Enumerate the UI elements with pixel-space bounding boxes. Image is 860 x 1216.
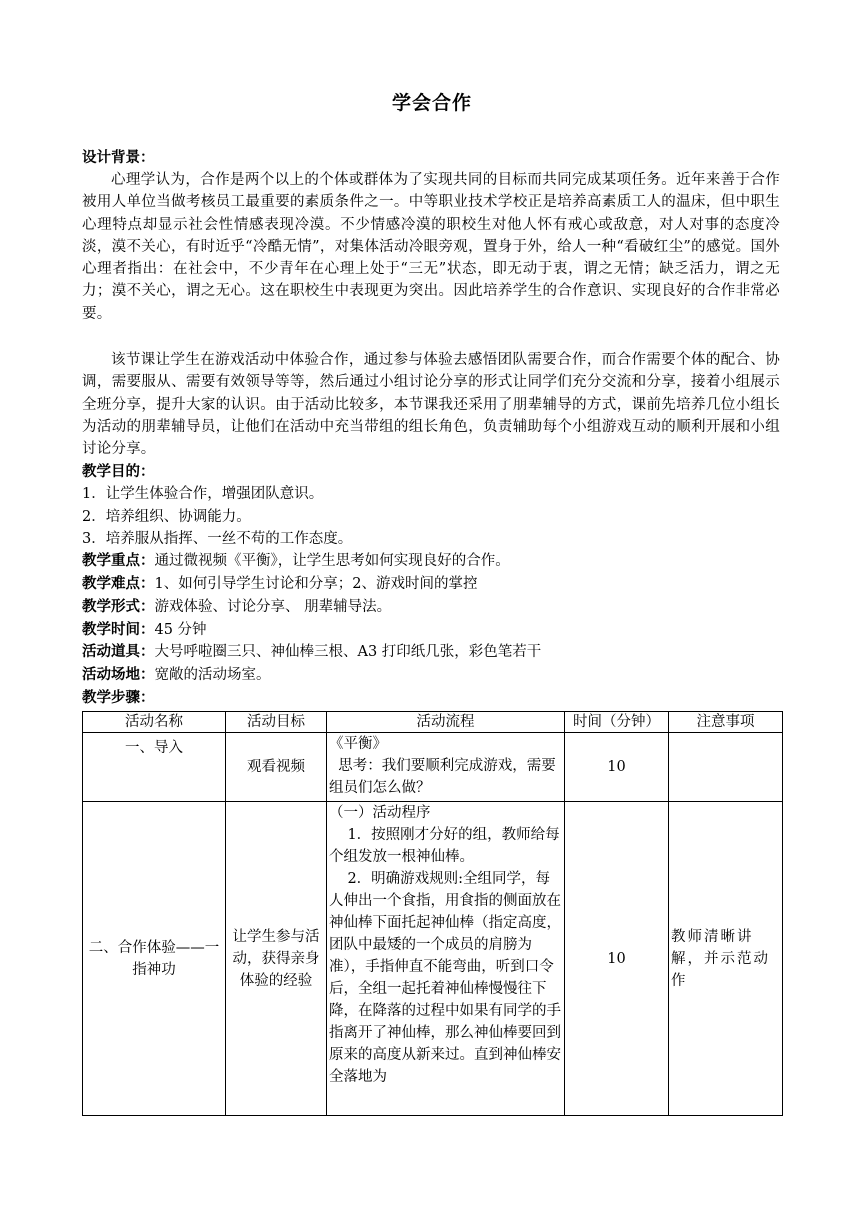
- header-time: 时间（分钟）: [565, 712, 669, 733]
- header-activity-flow: 活动流程: [327, 712, 565, 733]
- row2-activity-name: 二、合作体验——一指神功: [83, 802, 226, 1116]
- row2-activity-flow: （一）活动程序 1．按照刚才分好的组，教师给每个组发放一根神仙棒。 2．明确游戏规则:全组同学，每人伸出一个食指，用食指的侧面放在神仙棒下面托起神仙棒（指定高度，团队中最矮的一个成员的肩膀为准），手指伸直不能弯曲，听到口令后，全组一起托着神仙棒慢慢往下降，在降落的过程中如果有同学的手指离开了神仙棒，那么神仙棒要回到原来的高度从新来过。直到神仙棒安全落地为: [327, 802, 565, 1116]
- activity-props-value: 大号呼啦圈三只、神仙棒三根、A3 打印纸几张，彩色笔若干: [154, 644, 542, 660]
- page-title: 学会合作: [391, 92, 472, 114]
- row2-notes: 教师清晰讲解，并示范动作: [669, 802, 783, 1116]
- header-activity-name: 活动名称: [83, 712, 226, 733]
- teaching-steps-label: 教学步骤：: [82, 690, 155, 706]
- objective-item-3: 3．培养服从指挥、一丝不苟的工作态度。: [82, 531, 353, 547]
- objective-item-1: 1．让学生体验合作，增强团队意识。: [82, 486, 324, 502]
- teaching-time: [82, 619, 782, 641]
- teaching-steps-heading: [82, 687, 782, 709]
- background-paragraph-1: 心理学认为，合作是两个以上的个体或群体为了实现共同的目标而共同完成某项任务。近年来善于合作被用人单位当做考核员工最重要的素质条件之一。中等职业技术学校正是培养高素质工人的温床，但中职生心理特点却显示社会性情感表现冷漠。不少情感冷漠的职校生对他人怀有戒心或敌意，对人对事的态度冷淡，漠不关心，有时近乎“冷酷无情”，对集体活动冷眼旁观，置身于外，给人一种“看破红尘”的感觉。国外心理者指出：在社会中，不少青年在心理上处于“三无”状态，即无动于衷，谓之无情；缺乏活力，谓之无力；漠不关心，谓之无心。这在职校生中表现更为突出。因此培养学生的合作意识、实现良好的合作非常必要。: [82, 172, 780, 322]
- table-header-row: [83, 712, 783, 733]
- teaching-difficulty-value: 1、如何引导学生讨论和分享；2、游戏时间的掌控: [154, 576, 478, 592]
- activity-venue-label: 活动场地：: [82, 667, 155, 683]
- teaching-form-value: 游戏体验、讨论分享、 朋辈辅导法。: [154, 599, 392, 615]
- row1-time: 10: [565, 733, 669, 802]
- teaching-form: [82, 596, 782, 618]
- activity-props-label: 活动道具：: [82, 644, 155, 660]
- row1-notes: [669, 733, 783, 802]
- objectives-heading: 教学目的：: [82, 464, 155, 480]
- background-paragraph-2: 该节课让学生在游戏活动中体验合作，通过参与体验去感悟团队需要合作，而合作需要个体的配合、协调，需要服从、需要有效领导等等，然后通过小组讨论分享的形式让同学们充分交流和分享，接着小组展示全班分享，提升大家的认识。由于活动比较多，本节课我还采用了朋辈辅导的方式，课前先培养几位小组长为活动的朋辈辅导员，让他们在活动中充当带组的组长角色，负责辅助每个小组游戏互动的顺利开展和小组讨论分享。: [82, 352, 780, 458]
- row1-activity-goal: 观看视频: [226, 733, 327, 802]
- row1-activity-flow: 《平衡》 思考：我们要顺利完成游戏，需要组员们怎么做？: [327, 733, 565, 802]
- header-notes: 注意事项: [669, 712, 783, 733]
- teaching-steps-table: [82, 711, 783, 1116]
- teaching-focus-label: 教学重点：: [82, 553, 155, 569]
- header-activity-goal: 活动目标: [226, 712, 327, 733]
- row2-time: 10: [565, 802, 669, 1116]
- table-row: [83, 802, 783, 1116]
- teaching-form-label: 教学形式：: [82, 599, 155, 615]
- teaching-difficulty: [82, 573, 782, 595]
- row2-activity-goal: 让学生参与活动，获得亲身体验的经验: [226, 802, 327, 1116]
- activity-props: [82, 641, 782, 663]
- table-row: [83, 733, 783, 802]
- teaching-time-label: 教学时间：: [82, 622, 155, 638]
- row1-activity-name: 一、导入: [83, 733, 226, 802]
- activity-venue-value: 宽敞的活动场室。: [154, 667, 271, 683]
- teaching-difficulty-label: 教学难点：: [82, 576, 155, 592]
- activity-venue: [82, 664, 782, 686]
- teaching-focus: [82, 550, 782, 572]
- objective-item-2: 2．培养组织、协调能力。: [82, 509, 251, 525]
- teaching-focus-value: 通过微视频《平衡》，让学生思考如何实现良好的合作。: [154, 553, 510, 569]
- teaching-time-value: 45 分钟: [154, 622, 207, 638]
- background-heading: 设计背景：: [82, 150, 155, 166]
